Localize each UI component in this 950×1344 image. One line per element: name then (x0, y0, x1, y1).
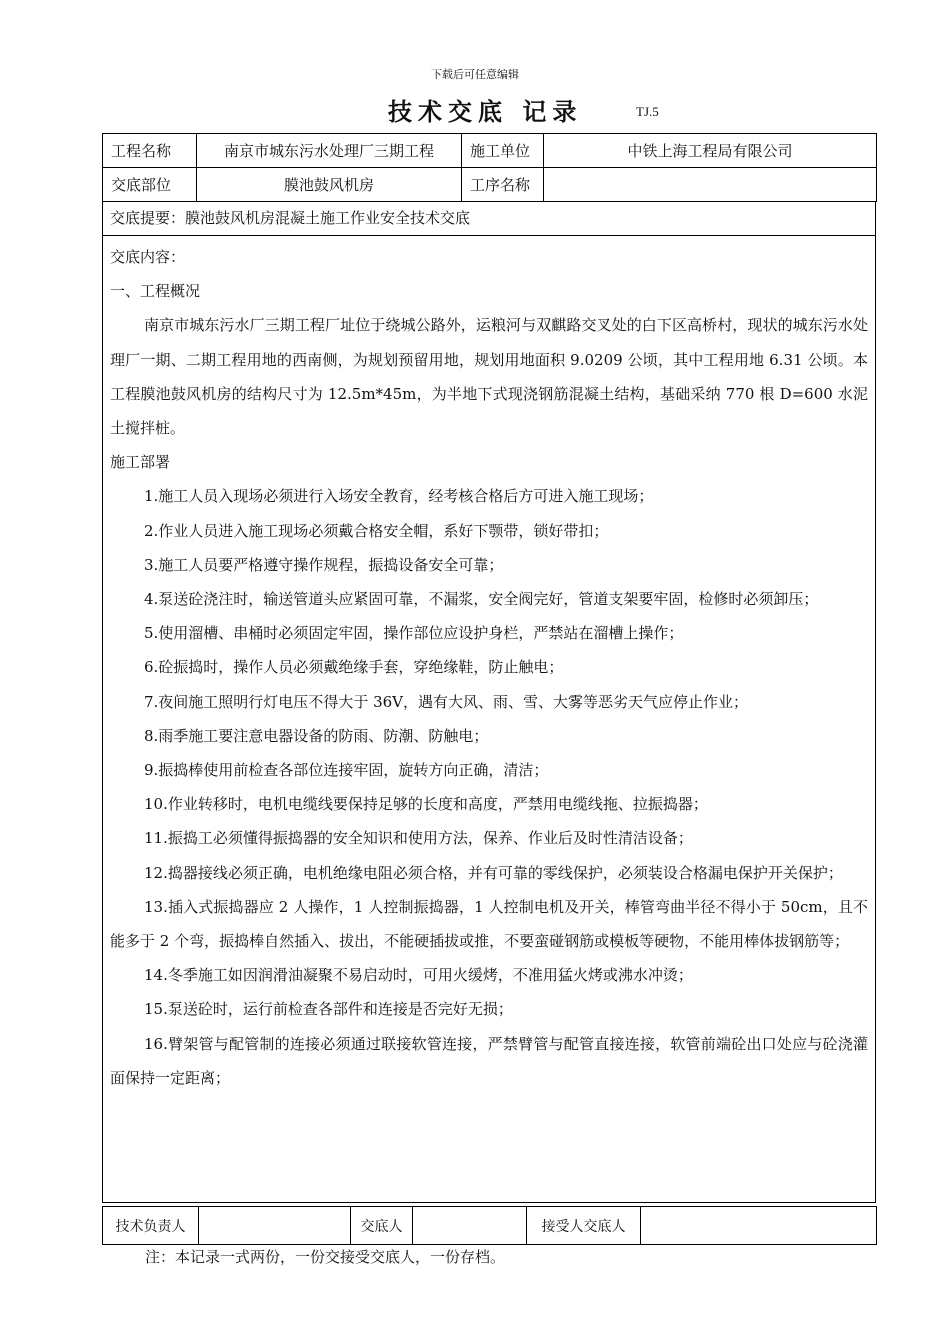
section-title-overview: 一、工程概况 (110, 282, 201, 301)
safety-items-list (110, 479, 868, 1095)
process-value (544, 168, 877, 202)
content-label: 交底内容： (110, 248, 186, 266)
overview-paragraph: 南京市城东污水厂三期工程厂址位于绕城公路外，运粮河与双麒路交叉处的白下区高桥村，现状的城东污水处理厂一期、二期工程用地的西南侧，为规划预留用地，规划用地面积 9.0209 公顷，其中工程用地 6.31 公顷。本工程膜池鼓风机房的结构尺寸为 12.5m*45m，为半地下式现浇钢筋混凝土结构，基础采纳 770 根 D=600 水泥土搅拌桩。 (110, 316, 868, 438)
project-name-value: 南京市城东污水处理厂三期工程 (197, 134, 462, 168)
table-row (103, 134, 877, 168)
form-code: TJ.5 (636, 104, 659, 119)
list-item: 13.插入式振捣器应 2 人操作，1 人控制振捣器，1 人控制电机及开关，棒管弯曲半径不得小于 50cm，且不能多于 2 个弯，振捣棒自然插入、拔出，不能硬插拔或推，不要蛮碰钢筋或模板等硬物，不能用棒体拔钢筋等； (110, 897, 868, 951)
location-label: 交底部位 (103, 168, 197, 202)
contractor-value: 中铁上海工程局有限公司 (544, 134, 877, 168)
list-item: 6.砼振捣时，操作人员必须戴绝缘手套，穿绝缘鞋，防止触电； (144, 658, 564, 677)
receiver-label: 接受人交底人 (527, 1207, 641, 1245)
tech-lead-field[interactable] (199, 1207, 351, 1245)
signature-table (102, 1206, 877, 1245)
list-item: 16.臂架管与配管制的连接必须通过联接软管连接，严禁臂管与配管直接连接，软管前端砼出口处应与砼浇灌面保持一定距离； (110, 1034, 868, 1087)
download-note: 下载后可任意编辑 (431, 68, 519, 81)
list-item: 14.冬季施工如因润滑油凝聚不易启动时，可用火缓烤，不准用猛火烤或沸水冲烫； (144, 966, 693, 985)
project-name-label: 工程名称 (103, 134, 197, 168)
list-item: 9.振捣棒使用前检查各部位连接牢固，旋转方向正确，清洁； (144, 761, 549, 780)
content-box (102, 201, 876, 1203)
list-item: 1.施工人员入现场必须进行入场安全教育，经考核合格后方可进入施工现场； (144, 487, 654, 506)
project-info-table (102, 133, 877, 202)
list-item: 12.捣器接线必须正确，电机绝缘电阻必须合格，并有可靠的零线保护，必须装设合格漏电保护开关保护； (144, 863, 843, 882)
location-value: 膜池鼓风机房 (197, 168, 462, 202)
content-body (103, 236, 875, 1095)
table-row (103, 1207, 877, 1245)
presenter-label: 交底人 (351, 1207, 413, 1245)
process-label: 工序名称 (462, 168, 544, 202)
page-title: 技术交底 记录 (388, 98, 583, 126)
summary-row: 交底提要：膜池鼓风机房混凝土施工作业安全技术交底 (103, 201, 875, 236)
list-item: 3.施工人员要严格遵守操作规程，振捣设备安全可靠； (144, 555, 504, 574)
list-item: 2.作业人员进入施工现场必须戴合格安全帽，系好下颚带，锁好带扣； (144, 521, 609, 540)
list-item: 8.雨季施工要注意电器设备的防雨、防潮、防触电； (144, 726, 489, 745)
list-item: 15.泵送砼时，运行前检查各部件和连接是否完好无损； (144, 1000, 513, 1019)
contractor-label: 施工单位 (462, 134, 544, 168)
list-item: 5.使用溜槽、串桶时必须固定牢固，操作部位应设护身栏，严禁站在溜槽上操作； (144, 624, 684, 643)
list-item: 7.夜间施工照明行灯电压不得大于 36V，遇有大风、雨、雪、大雾等恶劣天气应停止作业； (144, 692, 749, 711)
tech-lead-label: 技术负责人 (103, 1207, 199, 1245)
list-item: 4.泵送砼浇注时，输送管道头应紧固可靠，不漏浆，安全阀完好，管道支架要牢固，检修时必须卸压； (144, 590, 819, 609)
table-row (103, 168, 877, 202)
receiver-field[interactable] (641, 1207, 877, 1245)
list-item: 11.振捣工必须懂得振捣器的安全知识和使用方法，保养、作业后及时性清洁设备； (144, 829, 693, 848)
presenter-field[interactable] (413, 1207, 527, 1245)
list-item: 10.作业转移时，电机电缆线要保持足够的长度和高度，严禁用电缆线拖、拉振捣器； (144, 795, 708, 814)
footnote: 注：本记录一式两份，一份交接受交底人，一份存档。 (145, 1248, 506, 1266)
section-title-deployment: 施工部署 (110, 453, 171, 472)
